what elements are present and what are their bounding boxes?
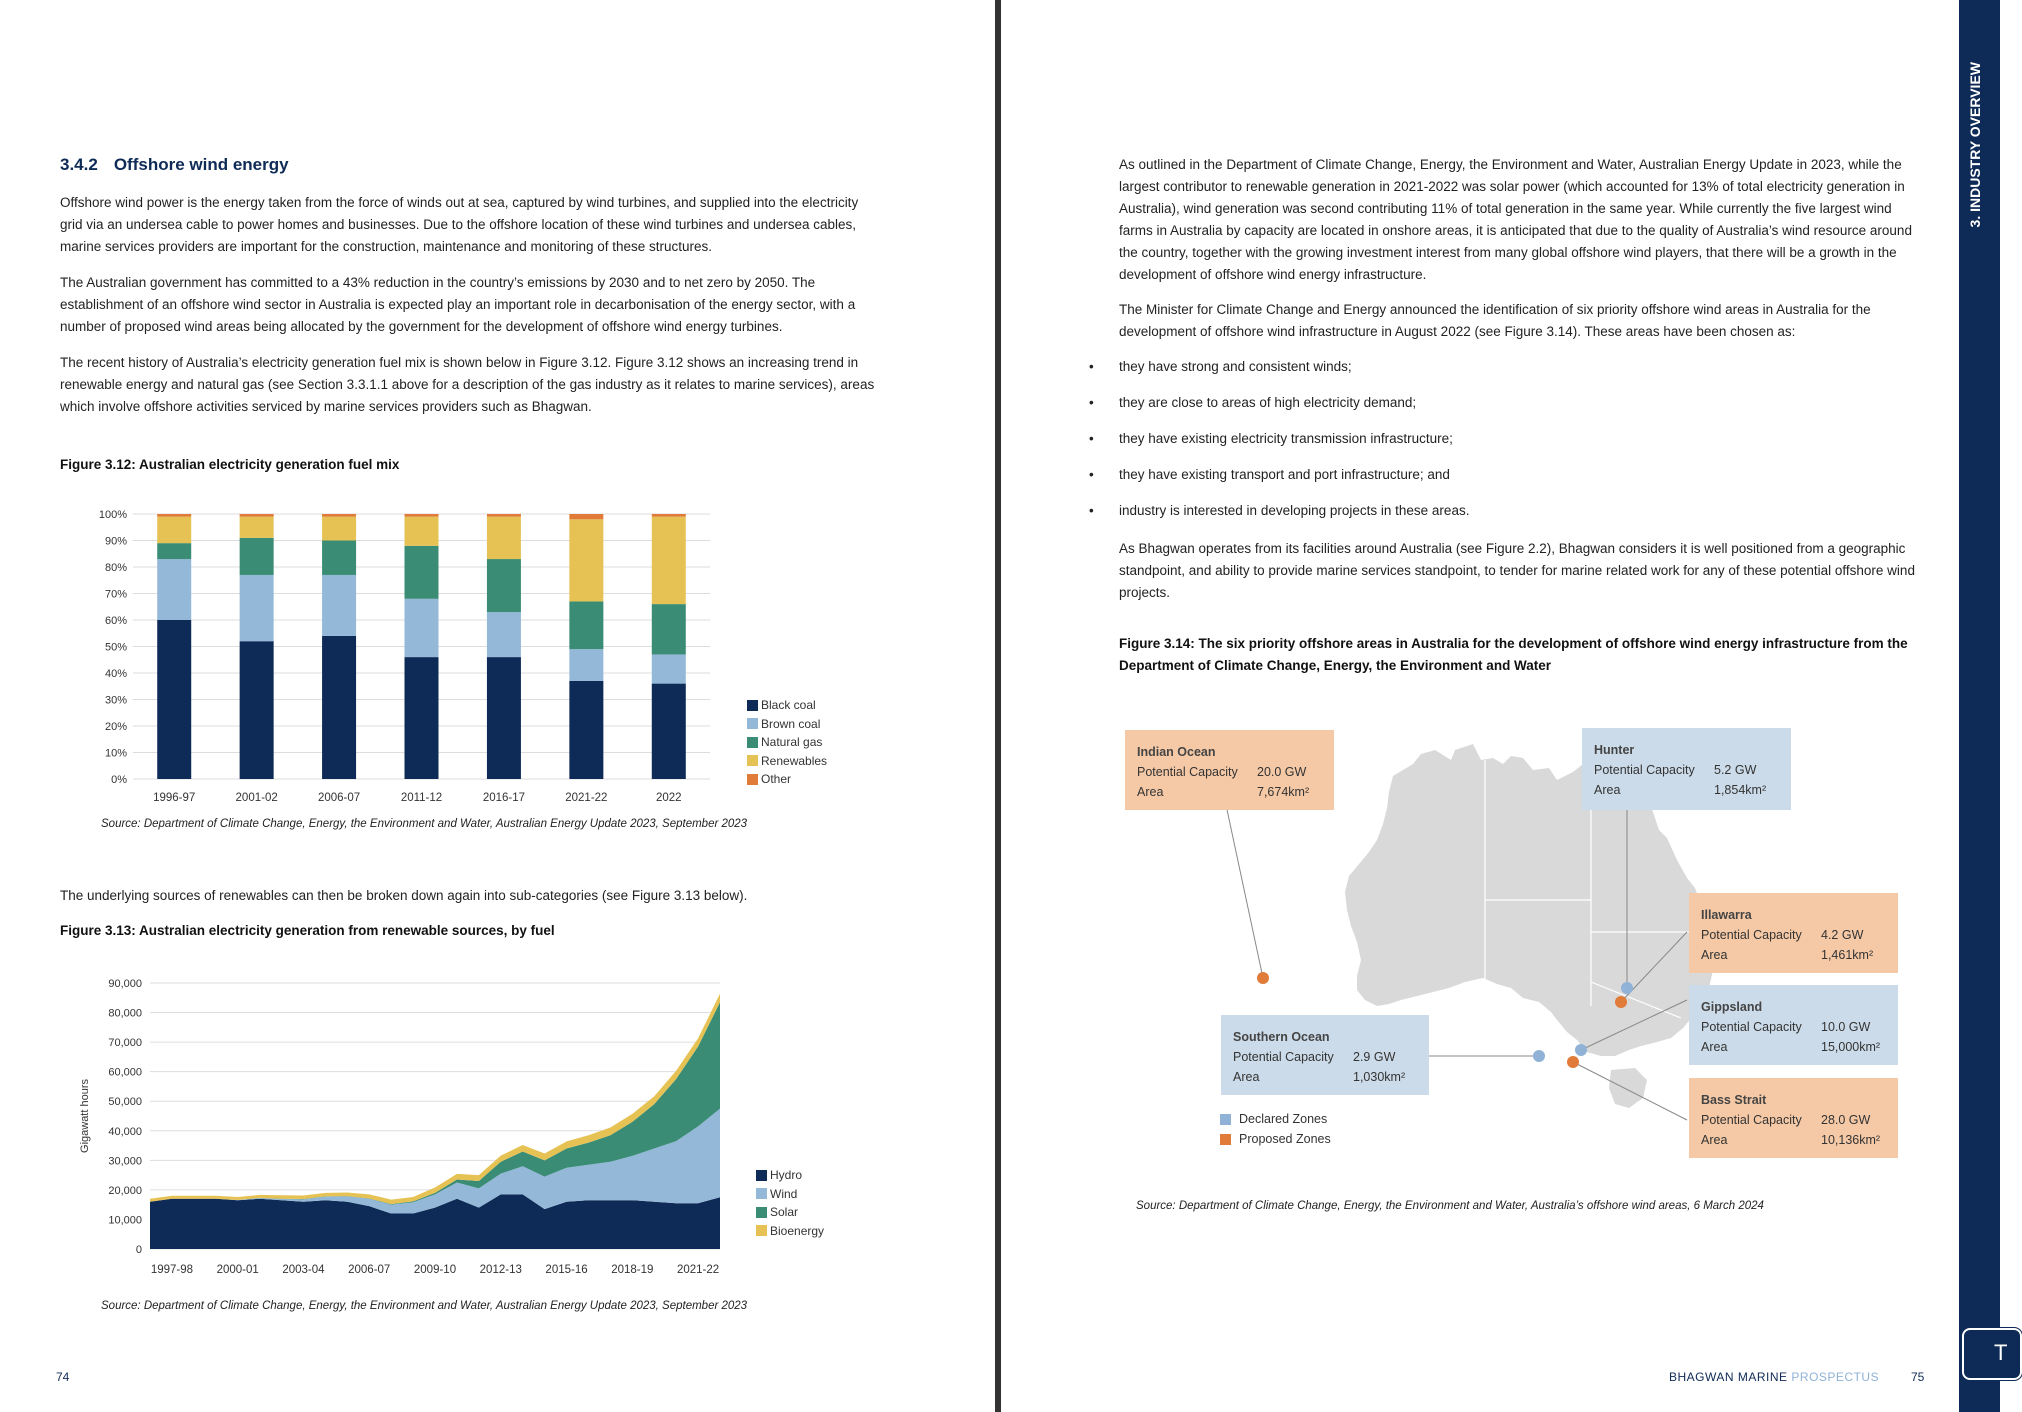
- area-row: [1594, 780, 1779, 800]
- legend-label: Bioenergy: [770, 1223, 825, 1238]
- bar-segment-renewables: [569, 519, 603, 601]
- bar-segment-natural-gas: [652, 604, 686, 654]
- infobox-southern-ocean: [1221, 1015, 1429, 1095]
- paragraph-energy-update: As outlined in the Department of Climate Change, Energy, the Environment and Water, Australian Energy Update in 2023, while the largest contributor to renewable generation in 2021-2022 was solar power (which accounted for 13% of total electricity generation in Australia), wind generation was second contributing 11% of total generation in the same year. While currently the five largest wind farms in Australia by capacity are located in onshore areas, it is anticipated that due to the quality of Australia’s wind resource around the country, together with the growing investment interest from many global offshore wind players, that there will be a growth in the development of offshore wind energy infrastructure.: [1119, 157, 1912, 282]
- legend-label: Renewables: [761, 753, 828, 768]
- bullet-marker: •: [1089, 467, 1094, 482]
- capacity-value: 10.0 GW: [1821, 1020, 1871, 1034]
- bar-segment-other: [240, 514, 274, 517]
- bar-segment-black-coal: [240, 641, 274, 779]
- page-left: [0, 0, 995, 1412]
- legend-declared: [1220, 1109, 1331, 1129]
- y-tick-label: 60%: [104, 615, 127, 627]
- legend-item: [756, 1185, 824, 1204]
- x-tick-label: 1996-97: [153, 792, 196, 804]
- y-tick-label: 60,000: [108, 1066, 142, 1079]
- capacity-label: Potential Capacity: [1137, 765, 1238, 779]
- y-tick-label: 30%: [104, 694, 127, 707]
- bar-segment-black-coal: [652, 684, 686, 779]
- legend-swatch: [756, 1188, 767, 1199]
- bar-segment-natural-gas: [405, 546, 439, 599]
- criteria-text: industry is interested in developing projects in these areas.: [1119, 503, 1470, 518]
- area-label: Area: [1233, 1070, 1260, 1084]
- area-name: Gippsland: [1701, 1000, 1763, 1014]
- capacity-label: Potential Capacity: [1233, 1050, 1334, 1064]
- legend-swatch: [747, 700, 758, 711]
- proposed-zone-marker: [1567, 1056, 1579, 1068]
- area-row: [1233, 1067, 1417, 1087]
- figure-3-14-source: Source: Department of Climate Change, Energy, the Environment and Water, Australia’s offshore wind areas, 6 March 2024: [1136, 1200, 1764, 1212]
- section-sidebar-tab: [1959, 0, 2000, 1412]
- bar-segment-renewables: [322, 517, 356, 541]
- bar-segment-brown-coal: [487, 612, 521, 657]
- paragraph-priority-areas: The Minister for Climate Change and Energy announced the identification of six priority offshore wind areas in Australia for the development of offshore wind infrastructure in August 2022 (see Figure 3.14). These areas have been chosen as:: [1119, 302, 1871, 339]
- proposed-swatch: [1220, 1134, 1231, 1145]
- y-tick-label: 70%: [104, 588, 127, 601]
- legend-swatch: [756, 1170, 767, 1181]
- x-tick-label: 2015-16: [545, 1264, 588, 1276]
- figure-3-12-source: Source: Department of Climate Change, Energy, the Environment and Water, Australian Energy Update 2023, September 2023: [101, 818, 748, 830]
- declared-zone-marker: [1533, 1050, 1545, 1062]
- area-row: [1701, 945, 1886, 965]
- area-name: Indian Ocean: [1137, 745, 1216, 759]
- area-label: Area: [1701, 1133, 1728, 1147]
- legend-label: Natural gas: [761, 735, 823, 750]
- figure-3-14-title: Figure 3.14: The six priority offshore areas in Australia for the development of offshore wind energy infrastructure from the Department of Climate Change, Energy, the Environment and Water: [1119, 636, 1908, 673]
- area-value: 10,136km²: [1821, 1133, 1881, 1147]
- criteria-text: they have strong and consistent winds;: [1119, 359, 1352, 374]
- area-name: Bass Strait: [1701, 1093, 1767, 1107]
- criteria-text: they have existing transport and port infrastructure; and: [1119, 467, 1450, 482]
- declared-zone-marker: [1575, 1044, 1587, 1056]
- bullet-marker: •: [1089, 359, 1094, 374]
- floating-corner-button[interactable]: T: [1962, 1328, 2022, 1380]
- x-tick-label: 2011-12: [400, 792, 443, 804]
- area-name: Hunter: [1594, 743, 1635, 757]
- declared-swatch: [1220, 1114, 1231, 1125]
- bar-segment-brown-coal: [322, 575, 356, 636]
- page-right: [1001, 0, 2000, 1412]
- capacity-value: 4.2 GW: [1821, 928, 1864, 942]
- bar-segment-renewables: [240, 517, 274, 538]
- connector-indian-ocean: [1226, 805, 1263, 978]
- proposed-zone-marker: [1615, 996, 1627, 1008]
- y-axis-label: Gigawatt hours: [79, 1079, 91, 1153]
- bar-segment-brown-coal: [405, 599, 439, 657]
- legend-item: [747, 733, 827, 752]
- legend-item: [756, 1203, 824, 1222]
- bar-segment-other: [157, 514, 191, 517]
- section-number: 3.4.2: [60, 155, 98, 174]
- criteria-text: they have existing electricity transmission infrastructure;: [1119, 431, 1453, 446]
- bar-segment-natural-gas: [157, 543, 191, 559]
- bar-segment-renewables: [652, 517, 686, 604]
- legend-label: Other: [761, 772, 792, 787]
- y-tick-label: 10,000: [108, 1214, 142, 1227]
- area-row: [1701, 1130, 1886, 1150]
- x-tick-label: 2003-04: [282, 1264, 325, 1276]
- capacity-row: [1701, 1110, 1886, 1130]
- section-heading: [60, 155, 289, 175]
- proposed-zone-marker: [1257, 972, 1269, 984]
- paragraph-renewables-breakdown: The underlying sources of renewables can then be broken down again into sub-categories (see Figure 3.13 below).: [60, 888, 748, 903]
- criteria-item: [1089, 464, 1469, 486]
- paragraph-offshore-intro: Offshore wind power is the energy taken from the force of winds out at sea, captured by wind turbines, and supplied into the electricity grid via an undersea cable to power homes and businesses. Due to the offshore location of these wind turbines and undersea cables, marine services providers are important for the construction, maintenance and monitoring of these structures.: [60, 195, 859, 254]
- y-tick-label: 40,000: [108, 1125, 142, 1138]
- bar-segment-brown-coal: [157, 559, 191, 620]
- map-legend: [1220, 1109, 1331, 1149]
- area-row: [1701, 1037, 1886, 1057]
- y-tick-label: 20%: [104, 721, 127, 733]
- renewables-legend: [756, 1166, 824, 1240]
- capacity-label: Potential Capacity: [1594, 763, 1695, 777]
- capacity-value: 5.2 GW: [1714, 763, 1757, 777]
- y-tick-label: 80%: [104, 562, 127, 574]
- y-tick-label: 0: [135, 1244, 142, 1256]
- bar-segment-brown-coal: [240, 575, 274, 641]
- x-tick-label: 2021-22: [565, 792, 608, 804]
- capacity-value: 2.9 GW: [1353, 1050, 1396, 1064]
- fuel-mix-legend: [747, 696, 827, 789]
- bar-segment-natural-gas: [569, 601, 603, 649]
- legend-item: [747, 770, 827, 789]
- y-tick-label: 100%: [98, 509, 127, 521]
- criteria-text: they are close to areas of high electricity demand;: [1119, 395, 1417, 410]
- bar-segment-renewables: [487, 517, 521, 559]
- bar-segment-brown-coal: [652, 654, 686, 683]
- bullet-marker: •: [1089, 431, 1094, 446]
- bar-segment-other: [652, 514, 686, 517]
- paragraph-bhagwan-position: As Bhagwan operates from its facilities around Australia (see Figure 2.2), Bhagwan considers it is well positioned from a geographic standpoint, and ability to provide marine services standpoint, to tender for marine related work for any of these potential offshore wind projects.: [1119, 541, 1915, 600]
- bullet-marker: •: [1089, 503, 1094, 518]
- y-tick-label: 40%: [104, 668, 127, 680]
- y-tick-label: 90,000: [108, 978, 142, 990]
- legend-item: [747, 696, 827, 715]
- area-value: 1,461km²: [1821, 948, 1874, 962]
- sidebar-label: 3. INDUSTRY OVERVIEW: [1967, 62, 1983, 228]
- section-title: Offshore wind energy: [113, 155, 289, 174]
- legend-item: [756, 1222, 824, 1241]
- x-tick-label: 2012-13: [479, 1264, 522, 1276]
- legend-label: Solar: [770, 1205, 799, 1220]
- area-label: Area: [1594, 783, 1621, 797]
- x-tick-label: 2006-07: [348, 1264, 391, 1276]
- area-value: 1,030km²: [1353, 1070, 1406, 1084]
- x-tick-label: 2018-19: [611, 1264, 654, 1276]
- brand-accent: PROSPECTUS: [1791, 1370, 1880, 1384]
- bullet-marker: •: [1089, 395, 1094, 410]
- legend-label: Wind: [770, 1186, 798, 1201]
- bar-segment-brown-coal: [569, 649, 603, 681]
- legend-proposed: [1220, 1129, 1331, 1149]
- legend-item: [747, 715, 827, 734]
- criteria-item: [1089, 428, 1469, 450]
- footer-brand: [1669, 1370, 1879, 1384]
- y-tick-label: 0%: [111, 774, 127, 786]
- capacity-row: [1233, 1047, 1417, 1067]
- figure-3-13-title: Figure 3.13: Australian electricity generation from renewable sources, by fuel: [60, 923, 555, 938]
- legend-swatch: [756, 1225, 767, 1236]
- x-tick-label: 2021-22: [676, 1264, 720, 1276]
- bar-segment-other: [322, 514, 356, 517]
- y-tick-label: 70,000: [108, 1037, 142, 1050]
- capacity-row: [1701, 925, 1886, 945]
- criteria-item: [1089, 500, 1470, 522]
- area-value: 1,854km²: [1714, 783, 1767, 797]
- area-name: Illawarra: [1701, 908, 1752, 922]
- capacity-row: [1701, 1017, 1886, 1037]
- legend-swatch: [747, 737, 758, 748]
- x-tick-label: 2000-01: [216, 1264, 259, 1276]
- legend-label: Hydro: [770, 1168, 803, 1183]
- x-tick-label: 2009-10: [413, 1264, 457, 1276]
- bar-segment-other: [487, 514, 521, 517]
- capacity-row: [1137, 762, 1322, 782]
- brand-name: BHAGWAN MARINE: [1669, 1370, 1788, 1384]
- capacity-label: Potential Capacity: [1701, 1020, 1802, 1034]
- y-tick-label: 50%: [104, 641, 127, 654]
- infobox-illawarra: [1689, 893, 1898, 973]
- legend-swatch: [747, 774, 758, 785]
- bar-segment-natural-gas: [322, 541, 356, 575]
- bar-segment-natural-gas: [487, 559, 521, 612]
- y-tick-label: 50,000: [108, 1096, 142, 1109]
- bar-segment-black-coal: [487, 657, 521, 779]
- area-value: 15,000km²: [1821, 1040, 1881, 1054]
- x-tick-label: 2006-07: [317, 792, 361, 804]
- bar-segment-other: [569, 514, 603, 519]
- infobox-indian-ocean: [1125, 730, 1334, 810]
- legend-swatch: [756, 1207, 767, 1218]
- legend-label: Brown coal: [761, 716, 821, 731]
- figure-3-13-source: Source: Department of Climate Change, Energy, the Environment and Water, Australian Energy Update 2023, September 2023: [101, 1300, 748, 1312]
- renewables-chart: [60, 970, 860, 1280]
- x-tick-label: 2022: [655, 792, 682, 804]
- bar-segment-natural-gas: [240, 538, 274, 575]
- bar-segment-other: [405, 514, 439, 517]
- page-number-left: 74: [56, 1370, 70, 1384]
- bar-segment-black-coal: [322, 636, 356, 779]
- declared-zone-marker: [1621, 982, 1633, 994]
- figure-3-12-title: Figure 3.12: Australian electricity generation fuel mix: [60, 457, 400, 472]
- bar-segment-renewables: [157, 517, 191, 544]
- x-tick-label: 2016-17: [482, 792, 526, 804]
- y-tick-label: 30,000: [108, 1155, 142, 1168]
- area-value: 7,674km²: [1257, 785, 1310, 799]
- capacity-label: Potential Capacity: [1701, 1113, 1802, 1127]
- legend-swatch: [747, 755, 758, 766]
- legend-swatch: [747, 718, 758, 729]
- capacity-label: Potential Capacity: [1701, 928, 1802, 942]
- y-tick-label: 10%: [104, 747, 127, 760]
- legend-item: [756, 1166, 824, 1185]
- area-name: Southern Ocean: [1233, 1030, 1330, 1044]
- bar-segment-renewables: [405, 517, 439, 546]
- area-label: Area: [1701, 948, 1728, 962]
- infobox-hunter: [1582, 728, 1791, 810]
- capacity-row: [1594, 760, 1779, 780]
- criteria-list: [1089, 356, 1470, 536]
- bar-segment-black-coal: [157, 620, 191, 779]
- fuel-mix-chart: [60, 500, 860, 820]
- y-tick-label: 90%: [104, 535, 127, 548]
- bar-segment-black-coal: [405, 657, 439, 779]
- y-tick-label: 20,000: [108, 1184, 142, 1197]
- legend-label: Proposed Zones: [1239, 1132, 1331, 1146]
- legend-label: Black coal: [761, 698, 816, 713]
- criteria-item: [1089, 392, 1469, 414]
- y-tick-label: 80,000: [108, 1007, 142, 1020]
- area-row: [1137, 782, 1322, 802]
- x-tick-label: 1997-98: [150, 1264, 194, 1276]
- page-number-right: 75: [1911, 1370, 1925, 1384]
- legend-item: [747, 752, 827, 771]
- capacity-value: 20.0 GW: [1257, 765, 1307, 779]
- tasmania: [1609, 1068, 1647, 1108]
- area-label: Area: [1137, 785, 1164, 799]
- area-label: Area: [1701, 1040, 1728, 1054]
- legend-label: Declared Zones: [1239, 1112, 1328, 1126]
- paragraph-fuel-mix: The recent history of Australia’s electricity generation fuel mix is shown below in Figure 3.12. Figure 3.12 shows an increasing trend in renewable energy and natural gas (see Section 3.3.1.1 above for a description of the gas industry as it relates to marine services), areas which involve offshore activities serviced by marine services providers such as Bhagwan.: [60, 355, 875, 414]
- criteria-item: [1089, 356, 1469, 378]
- x-tick-label: 2001-02: [235, 792, 278, 804]
- bar-segment-black-coal: [569, 681, 603, 779]
- infobox-gippsland: [1689, 985, 1898, 1065]
- paragraph-government-commitment: The Australian government has committed to a 43% reduction in the country’s emissions by 2030 and to net zero by 2050. The establishment of an offshore wind sector in Australia is expected play an important role in decarbonisation of the energy sector, with a number of proposed wind areas being allocated by the government for the development of offshore wind energy turbines.: [60, 275, 856, 334]
- capacity-value: 28.0 GW: [1821, 1113, 1871, 1127]
- infobox-bass-strait: [1689, 1078, 1898, 1158]
